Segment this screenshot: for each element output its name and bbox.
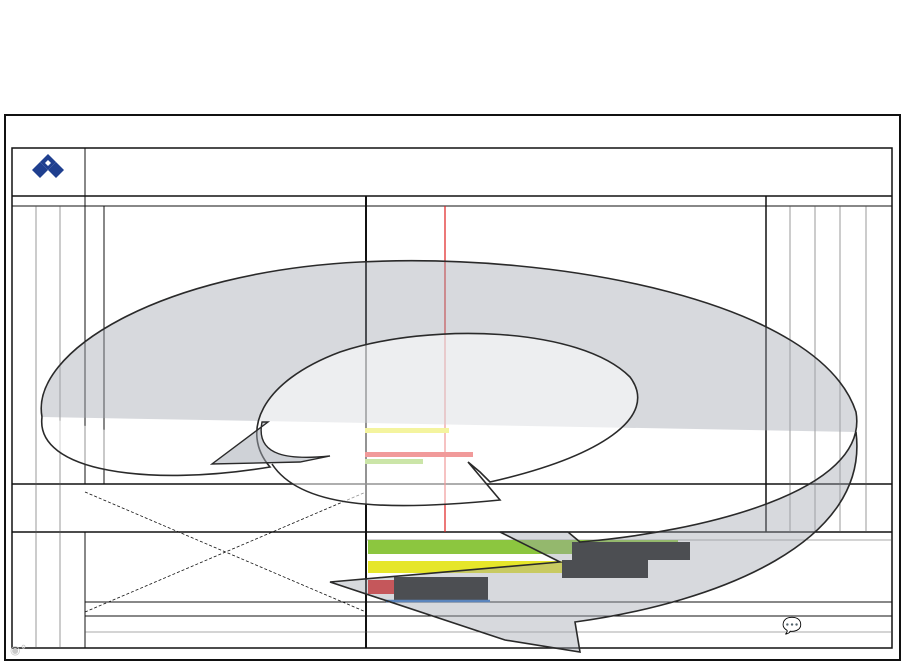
wechat-icon: 💬: [782, 616, 802, 635]
camera-icon: ◉°: [10, 643, 27, 657]
one-page-management-sheet: [0, 112, 906, 666]
watermark-right: [782, 612, 802, 636]
watermark-left: [10, 638, 26, 659]
